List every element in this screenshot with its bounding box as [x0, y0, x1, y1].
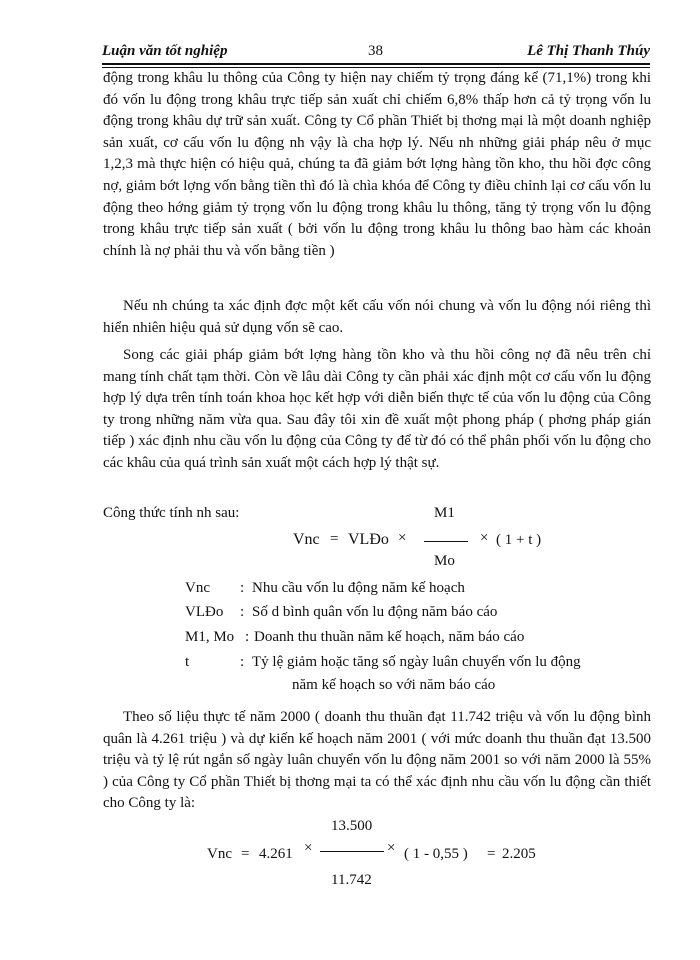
definition-sep: :: [240, 654, 245, 670]
definition-text: Nhu cầu vốn lu động năm kế hoạch: [252, 580, 465, 596]
definition-symbol: Vnc: [185, 580, 210, 596]
calc-denominator: 11.742: [331, 872, 372, 888]
formula-denominator: Mo: [434, 553, 455, 569]
paragraph-3: Song các giải pháp giảm bớt lợng hàng tồn kho và thu hồi công nợ đã nêu trên chỉ mang tính chất tạm thời. Còn về lâu dài Công ty cần phải xác định một cơ cấu vốn lu động hợp lý dựa trên tính toán khoa học kết hợp với diễn biến thực tế của vốn lu động của Công ty trong những năm vừa qua. Sau đây tôi xin đề xuất một phong pháp ( phơng pháp gián tiếp ) xác định nhu cầu vốn lu động của Công ty để từ đó có thể phân phối vốn lu động cho các khâu của quá trình sản xuất một cách hợp lý thật sự.: [103, 347, 651, 471]
calc-result: 2.205: [502, 846, 536, 862]
formula-term1: VLĐo: [348, 531, 389, 548]
header-author: Lê Thị Thanh Thúy: [527, 43, 650, 59]
calc-equals: =: [241, 846, 250, 862]
definition-symbol: M1, Mo: [185, 629, 235, 645]
paragraph-4: Theo số liệu thực tế năm 2000 ( doanh thu thuần đạt 11.742 triệu và vốn lu động bình quân là 4.261 triệu ) và dự kiến kế hoạch năm 2001 ( với mức doanh thu thuần đạt 13.500 triệu và tỷ lệ rút ngắn số ngày luân chuyển vốn lu động năm 2001 so với năm 2000 là 55% ) của Công ty Cổ phần Thiết bị thơng mại ta có thể xác định nhu cầu vốn lu động cần thiết cho Công ty là:: [103, 709, 651, 812]
calc-times1: ×: [304, 840, 313, 856]
definition-sep: :: [240, 580, 245, 596]
calc-lhs: Vnc: [207, 846, 232, 862]
definition-symbol: VLĐo: [185, 604, 224, 620]
header-title: Luận văn tốt nghiệp: [102, 43, 228, 59]
calc-equals2: =: [487, 846, 496, 862]
definition-text: Doanh thu thuần năm kế hoạch, năm báo cáo: [254, 629, 525, 645]
definition-continuation: năm kế hoạch so với năm báo cáo: [292, 677, 496, 693]
definition-text: Số d bình quân vốn lu động năm báo cáo: [252, 604, 498, 620]
definition-text: Tỷ lệ giảm hoặc tăng số ngày luân chuyển vốn lu động: [252, 654, 581, 670]
page-header: [102, 40, 650, 64]
formula-factor: ( 1 + t ): [496, 532, 542, 548]
formula-lhs: Vnc: [293, 531, 320, 548]
formula-intro: Công thức tính nh sau:: [103, 505, 240, 521]
calc-fraction-bar: [320, 851, 384, 852]
calc-numerator: 13.500: [331, 818, 373, 834]
formula-numerator: M1: [434, 505, 455, 521]
calc-term1: 4.261: [259, 846, 293, 862]
definition-symbol: t: [185, 654, 190, 670]
formula-equals: =: [330, 531, 339, 547]
calc-times2: ×: [387, 840, 396, 856]
formula-times2: ×: [480, 530, 489, 546]
fraction-bar: [424, 541, 468, 542]
page-number: 38: [368, 43, 383, 59]
calc-factor: ( 1 - 0,55 ): [404, 846, 468, 862]
formula-times1: ×: [398, 530, 407, 546]
header-rule: [102, 63, 650, 65]
paragraph-1: động trong khâu lu thông của Công ty hiện nay chiếm tỷ trọng đáng kể (71,1%) trong khi đó vốn lu động trong khâu trực tiếp sản xuất chỉ chiếm 6,8% thấp hơn cả tỷ trọng vốn lu động trong khâu dự trữ sản xuất. Công ty Cổ phần Thiết bị thơng mại là một doanh nghiệp sản xuất, cơ cấu vốn lu động nh vậy là cha hợp lý. Nếu nh những giải pháp nêu ở mục 1,2,3 mà thực hiện có hiệu quả, chúng ta đã giảm bớt lợng hàng tồn kho, thu hồi đợc công nợ, giảm bớt lợng vốn bằng tiền thì đó là chìa khóa để Công ty điều chỉnh lại cơ cấu vốn lu động theo hớng giảm tỷ trọng vốn lu động trong khâu lu thông, tăng tỷ trọng vốn lu động trong khâu trực tiếp sản xuất ( bởi vốn lu động trong khâu lu thông bao hàm các khoản chính là nợ phải thu và vốn bằng tiền ): [103, 70, 651, 259]
paragraph-2: Nếu nh chúng ta xác định đợc một kết cấu vốn nói chung và vốn lu động nói riêng thì hiển nhiên hiệu quả sử dụng vốn sẽ cao.: [103, 298, 651, 336]
definition-sep: :: [245, 629, 250, 645]
definition-sep: :: [240, 604, 245, 620]
